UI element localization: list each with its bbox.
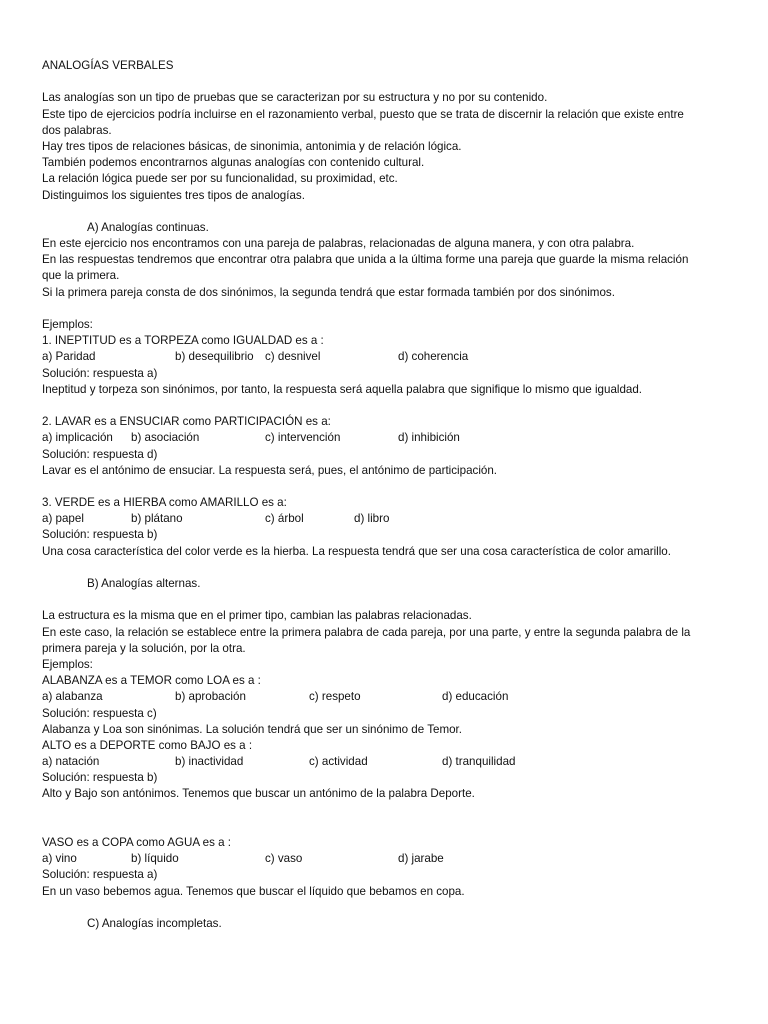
- example-question: 1. INEPTITUD es a TORPEZA como IGUALDAD es a :: [42, 334, 324, 348]
- example-explanation: Una cosa característica del color verde es la hierba. La respuesta tendrá que ser una cosa característica de color amarillo.: [42, 544, 671, 558]
- section-a-line: Si la primera pareja consta de dos sinónimos, la segunda tendrá que estar formada también por dos sinónimos.: [42, 285, 615, 299]
- intro-line: Las analogías son un tipo de pruebas que se caracterizan por su estructura y no por su contenido.: [42, 91, 548, 105]
- option-d: d) inhibición: [398, 431, 460, 445]
- option-c: c) respeto: [309, 690, 361, 704]
- section-b-line: La estructura es la misma que en el primer tipo, cambian las palabras relacionadas.: [42, 609, 472, 623]
- option-c: c) vaso: [265, 852, 303, 866]
- option-d: d) tranquilidad: [442, 755, 516, 769]
- example-question: ALTO es a DEPORTE como BAJO es a :: [42, 738, 253, 752]
- intro-line: Distinguimos los siguientes tres tipos de analogías.: [42, 188, 305, 202]
- option-b: b) plátano: [131, 512, 183, 526]
- option-c: c) intervención: [265, 431, 341, 445]
- option-d: d) coherencia: [398, 350, 469, 364]
- option-a: a) alabanza: [42, 690, 103, 704]
- section-c-heading: C) Analogías incompletas.: [87, 916, 222, 930]
- examples-label: Ejemplos:: [42, 657, 93, 671]
- example-explanation: En un vaso bebemos agua. Tenemos que buscar el líquido que bebamos en copa.: [42, 884, 465, 898]
- option-d: d) jarabe: [398, 852, 444, 866]
- option-d: d) libro: [354, 512, 390, 526]
- option-b: b) asociación: [131, 431, 200, 445]
- example-solution: Solución: respuesta b): [42, 771, 158, 785]
- example-explanation: Lavar es el antónimo de ensuciar. La respuesta será, pues, el antónimo de participación.: [42, 463, 498, 477]
- intro-line: Este tipo de ejercicios podría incluirse en el razonamiento verbal, puesto que se trata de discernir la relación que existe entre: [42, 107, 684, 121]
- section-a-heading: A) Analogías continuas.: [87, 220, 209, 234]
- section-b-line: En este caso, la relación se establece entre la primera palabra de cada pareja, por una parte, y entre la segunda palabra de la: [42, 625, 691, 639]
- example-explanation: Alabanza y Loa son sinónimas. La solución tendrá que ser un sinónimo de Temor.: [42, 722, 462, 736]
- intro-line: También podemos encontrarnos algunas analogías con contenido cultural.: [42, 156, 425, 170]
- section-a-line: En este ejercicio nos encontramos con una pareja de palabras, relacionadas de alguna manera, y con otra palabra.: [42, 237, 635, 251]
- example-solution: Solución: respuesta d): [42, 447, 158, 461]
- option-a: a) vino: [42, 852, 77, 866]
- example-question: 3. VERDE es a HIERBA como AMARILLO es a:: [42, 496, 287, 510]
- example-solution: Solución: respuesta a): [42, 868, 158, 882]
- example-question: VASO es a COPA como AGUA es a :: [42, 836, 232, 849]
- example-solution: Solución: respuesta b): [42, 528, 158, 542]
- example-solution: Solución: respuesta a): [42, 366, 158, 380]
- example-options: [42, 511, 732, 527]
- option-c: c) actividad: [309, 755, 368, 769]
- section-a-line: que la primera.: [42, 269, 120, 283]
- option-a: a) papel: [42, 512, 84, 526]
- example-options: [42, 430, 732, 446]
- example-options: [42, 689, 732, 705]
- example-explanation: Alto y Bajo son antónimos. Tenemos que buscar un antónimo de la palabra Deporte.: [42, 787, 475, 801]
- example-explanation: Ineptitud y torpeza son sinónimos, por tanto, la respuesta será aquella palabra que signifique lo mismo que igualdad.: [42, 382, 643, 396]
- option-d: d) educación: [442, 690, 509, 704]
- option-b: b) desequilibrio: [175, 350, 254, 364]
- example-solution: Solución: respuesta c): [42, 706, 157, 720]
- example-question: 2. LAVAR es a ENSUCIAR como PARTICIPACIÓN es a:: [42, 415, 331, 429]
- example-question: ALABANZA es a TEMOR como LOA es a :: [42, 674, 261, 688]
- example-options: [42, 851, 732, 867]
- option-a: a) Paridad: [42, 350, 96, 364]
- option-c: c) árbol: [265, 512, 304, 526]
- option-b: b) inactividad: [175, 755, 244, 769]
- document-body: [42, 58, 732, 932]
- intro-line: Hay tres tipos de relaciones básicas, de sinonimia, antonimia y de relación lógica.: [42, 139, 462, 153]
- intro-line: dos palabras.: [42, 123, 112, 137]
- section-b-line: primera pareja y la solución, por la otra.: [42, 641, 246, 655]
- section-a-line: En las respuestas tendremos que encontrar otra palabra que unida a la última forme una pareja que guarde la misma relación: [42, 253, 689, 267]
- example-options: [42, 754, 732, 770]
- document-title: ANALOGÍAS VERBALES: [42, 59, 174, 72]
- option-b: b) aprobación: [175, 690, 246, 704]
- option-b: b) líquido: [131, 852, 179, 866]
- option-a: a) implicación: [42, 431, 113, 445]
- intro-line: La relación lógica puede ser por su funcionalidad, su proximidad, etc.: [42, 172, 398, 186]
- option-c: c) desnivel: [265, 350, 321, 364]
- examples-label: Ejemplos:: [42, 318, 93, 331]
- option-a: a) natación: [42, 755, 100, 769]
- example-options: [42, 349, 732, 365]
- section-b-heading: B) Analogías alternas.: [87, 577, 201, 590]
